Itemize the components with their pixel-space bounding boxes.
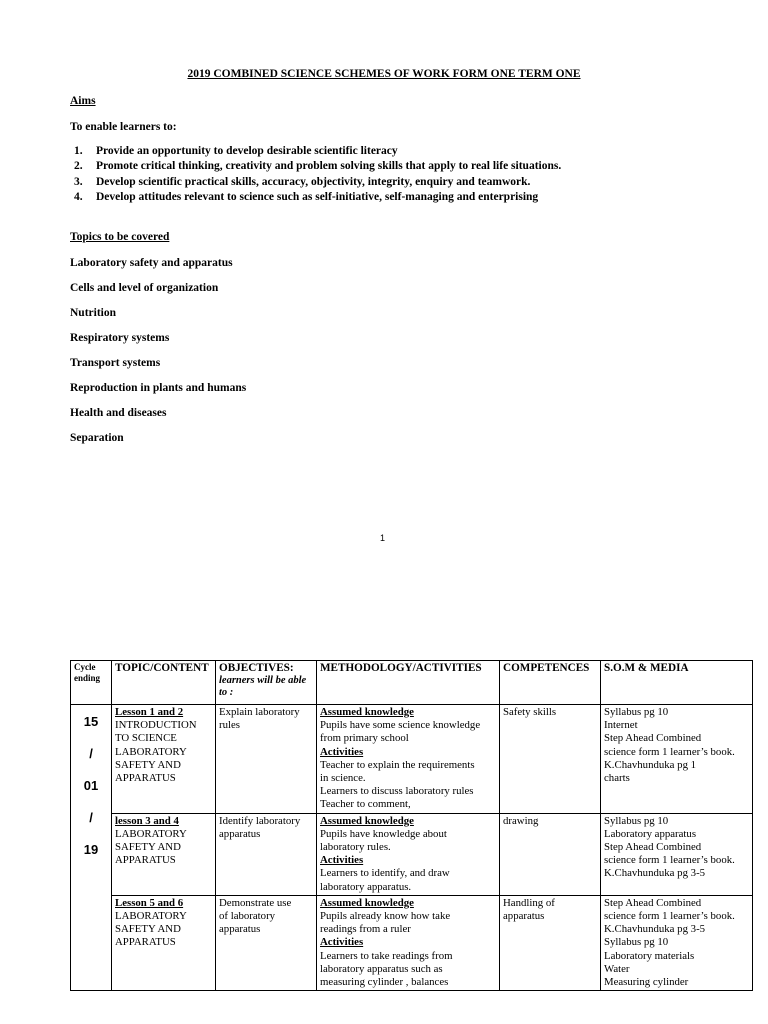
- som-line: Laboratory apparatus: [604, 827, 697, 840]
- topic-item: Reproduction in plants and humans: [70, 382, 247, 394]
- som-line: Step Ahead Combined: [604, 896, 702, 909]
- objective-line: of laboratory: [219, 910, 276, 923]
- som-line: Measuring cylinder: [604, 976, 689, 989]
- topic-item: Separation: [70, 432, 124, 444]
- assumed-line: from primary school: [320, 732, 409, 745]
- som-line: K.Chavhunduka pg 3-5: [604, 923, 706, 936]
- activities-heading: Activities: [320, 936, 364, 949]
- topic-line: SAFETY AND: [115, 923, 181, 936]
- objective-line: rules: [219, 719, 240, 732]
- cycle-date-part: 19: [83, 842, 99, 857]
- aims-heading: Aims: [70, 95, 96, 107]
- topic-item: Laboratory safety and apparatus: [70, 257, 233, 269]
- competence-line: drawing: [503, 814, 539, 827]
- topic-line: TO SCIENCE: [115, 732, 177, 745]
- som-media-cell: [601, 895, 753, 990]
- activity-line: laboratory apparatus.: [320, 880, 412, 893]
- objective-line: Demonstrate use: [219, 896, 292, 909]
- objective-line: Explain laboratory: [219, 706, 300, 718]
- topic-item: Cells and level of organization: [70, 282, 219, 294]
- aim-text: Promote critical thinking, creativity and problem solving skills that apply to real life situations.: [96, 160, 562, 173]
- activity-line: Teacher to explain the requirements: [320, 758, 475, 771]
- topic-line: SAFETY AND: [115, 841, 181, 854]
- header-objectives-label: OBJECTIVES:: [219, 662, 294, 674]
- topic-cell: [112, 813, 216, 895]
- topic-line: APPARATUS: [115, 936, 176, 949]
- methodology-cell: [317, 813, 500, 895]
- aim-number: 3.: [74, 175, 83, 188]
- som-line: Syllabus pg 10: [604, 936, 669, 949]
- assumed-knowledge-heading: Assumed knowledge: [320, 896, 414, 909]
- aim-number: 2.: [74, 160, 83, 173]
- cycle-ending-cell: [71, 705, 112, 991]
- activity-line: Learners to discuss laboratory rules: [320, 785, 474, 798]
- assumed-line: laboratory rules.: [320, 841, 391, 854]
- activity-line: Learners to take readings from: [320, 949, 453, 962]
- objective-line: Identify laboratory: [219, 814, 301, 827]
- objective-line: apparatus: [219, 923, 261, 936]
- cycle-date-part: /: [89, 746, 93, 761]
- table-row: [71, 813, 753, 895]
- assumed-line: Pupils already know how take: [320, 910, 451, 923]
- assumed-line: Pupils have some science knowledge: [320, 719, 481, 732]
- cycle-date-part: 01: [83, 778, 99, 793]
- competence-cell: [500, 895, 601, 990]
- som-line: Syllabus pg 10: [604, 814, 669, 827]
- scheme-table: [70, 660, 753, 991]
- som-media-cell: [601, 705, 753, 814]
- topic-line: LABORATORY: [115, 910, 187, 923]
- som-line: science form 1 learner’s book.: [604, 910, 735, 923]
- aim-text: Develop attitudes relevant to science such as self-initiative, self-managing and enterprising: [96, 190, 539, 203]
- som-line: charts: [604, 772, 630, 785]
- activity-line: Learners to identify, and draw: [320, 867, 450, 880]
- objective-line: apparatus: [219, 827, 261, 840]
- assumed-knowledge-heading: Assumed knowledge: [320, 814, 414, 827]
- topic-cell: [112, 895, 216, 990]
- som-line: Syllabus pg 10: [604, 706, 669, 718]
- aims-list: [70, 144, 561, 205]
- header-competences: COMPETENCES: [500, 661, 601, 705]
- objective-cell: [216, 705, 317, 814]
- som-line: science form 1 learner’s book.: [604, 745, 735, 758]
- som-line: Step Ahead Combined: [604, 841, 702, 854]
- som-line: K.Chavhunduka pg 3-5: [604, 867, 706, 880]
- aim-number: 1.: [74, 145, 83, 157]
- som-line: Water: [604, 962, 630, 975]
- competence-cell: [500, 813, 601, 895]
- topic-line: APPARATUS: [115, 772, 176, 785]
- assumed-knowledge-heading: Assumed knowledge: [320, 706, 414, 718]
- header-cycle-ending: Cycle ending: [71, 661, 112, 705]
- header-topic: TOPIC/CONTENT: [112, 661, 216, 705]
- topic-item: Health and diseases: [70, 407, 167, 419]
- activity-line: Teacher to comment,: [320, 798, 411, 811]
- activity-line: measuring cylinder , balances: [320, 976, 449, 989]
- competence-line: Handling of: [503, 896, 555, 909]
- header-objectives: [216, 661, 317, 705]
- topic-item: Respiratory systems: [70, 332, 170, 344]
- methodology-cell: [317, 895, 500, 990]
- topic-line: LABORATORY: [115, 745, 187, 758]
- activity-line: in science.: [320, 772, 366, 785]
- topic-line: APPARATUS: [115, 854, 176, 867]
- assumed-line: Pupils have knowledge about: [320, 827, 447, 840]
- lesson-heading: Lesson 1 and 2: [115, 706, 184, 718]
- topics-list: [70, 256, 246, 456]
- activities-heading: Activities: [320, 745, 364, 758]
- activities-heading: Activities: [320, 854, 364, 867]
- cycle-date-part: 15: [83, 714, 99, 729]
- lesson-heading: Lesson 5 and 6: [115, 896, 184, 909]
- page-number: 1: [380, 533, 386, 543]
- som-line: science form 1 learner’s book.: [604, 854, 735, 867]
- som-line: K.Chavhunduka pg 1: [604, 758, 697, 771]
- topic-line: INTRODUCTION: [115, 719, 197, 732]
- som-line: Internet: [604, 719, 638, 732]
- topic-line: SAFETY AND: [115, 758, 181, 771]
- aim-number: 4.: [74, 190, 83, 203]
- som-media-cell: [601, 813, 753, 895]
- cycle-date-part: /: [89, 810, 93, 825]
- table-header-row: [71, 661, 753, 705]
- aims-intro: To enable learners to:: [70, 121, 177, 133]
- competence-line: apparatus: [503, 910, 545, 923]
- topic-item: Transport systems: [70, 357, 161, 369]
- topic-line: LABORATORY: [115, 827, 187, 840]
- aim-text: Provide an opportunity to develop desirable scientific literacy: [96, 145, 398, 157]
- aim-text: Develop scientific practical skills, accuracy, objectivity, integrity, enquiry and teamwork.: [96, 175, 531, 188]
- aim-item: [70, 159, 561, 174]
- header-som-media: S.O.M & MEDIA: [601, 661, 753, 705]
- aim-item: [70, 175, 561, 190]
- topic-cell: [112, 705, 216, 814]
- aim-item: [70, 144, 561, 159]
- objective-cell: [216, 895, 317, 990]
- document-title: 2019 COMBINED SCIENCE SCHEMES OF WORK FORM ONE TERM ONE: [187, 68, 581, 80]
- topic-item: Nutrition: [70, 307, 116, 319]
- som-line: Laboratory materials: [604, 949, 695, 962]
- methodology-cell: [317, 705, 500, 814]
- objective-cell: [216, 813, 317, 895]
- competence-cell: [500, 705, 601, 814]
- topics-heading: Topics to be covered: [70, 231, 170, 243]
- header-methodology: METHODOLOGY/ACTIVITIES: [317, 661, 500, 705]
- competence-line: Safety skills: [503, 706, 557, 718]
- header-objectives-sub: learners will be able to :: [219, 675, 307, 699]
- aim-item: [70, 190, 561, 205]
- lesson-heading: lesson 3 and 4: [115, 814, 179, 827]
- table-row: [71, 895, 753, 990]
- table-row: [71, 705, 753, 814]
- som-line: Step Ahead Combined: [604, 732, 702, 745]
- assumed-line: readings from a ruler: [320, 923, 411, 936]
- activity-line: laboratory apparatus such as: [320, 962, 443, 975]
